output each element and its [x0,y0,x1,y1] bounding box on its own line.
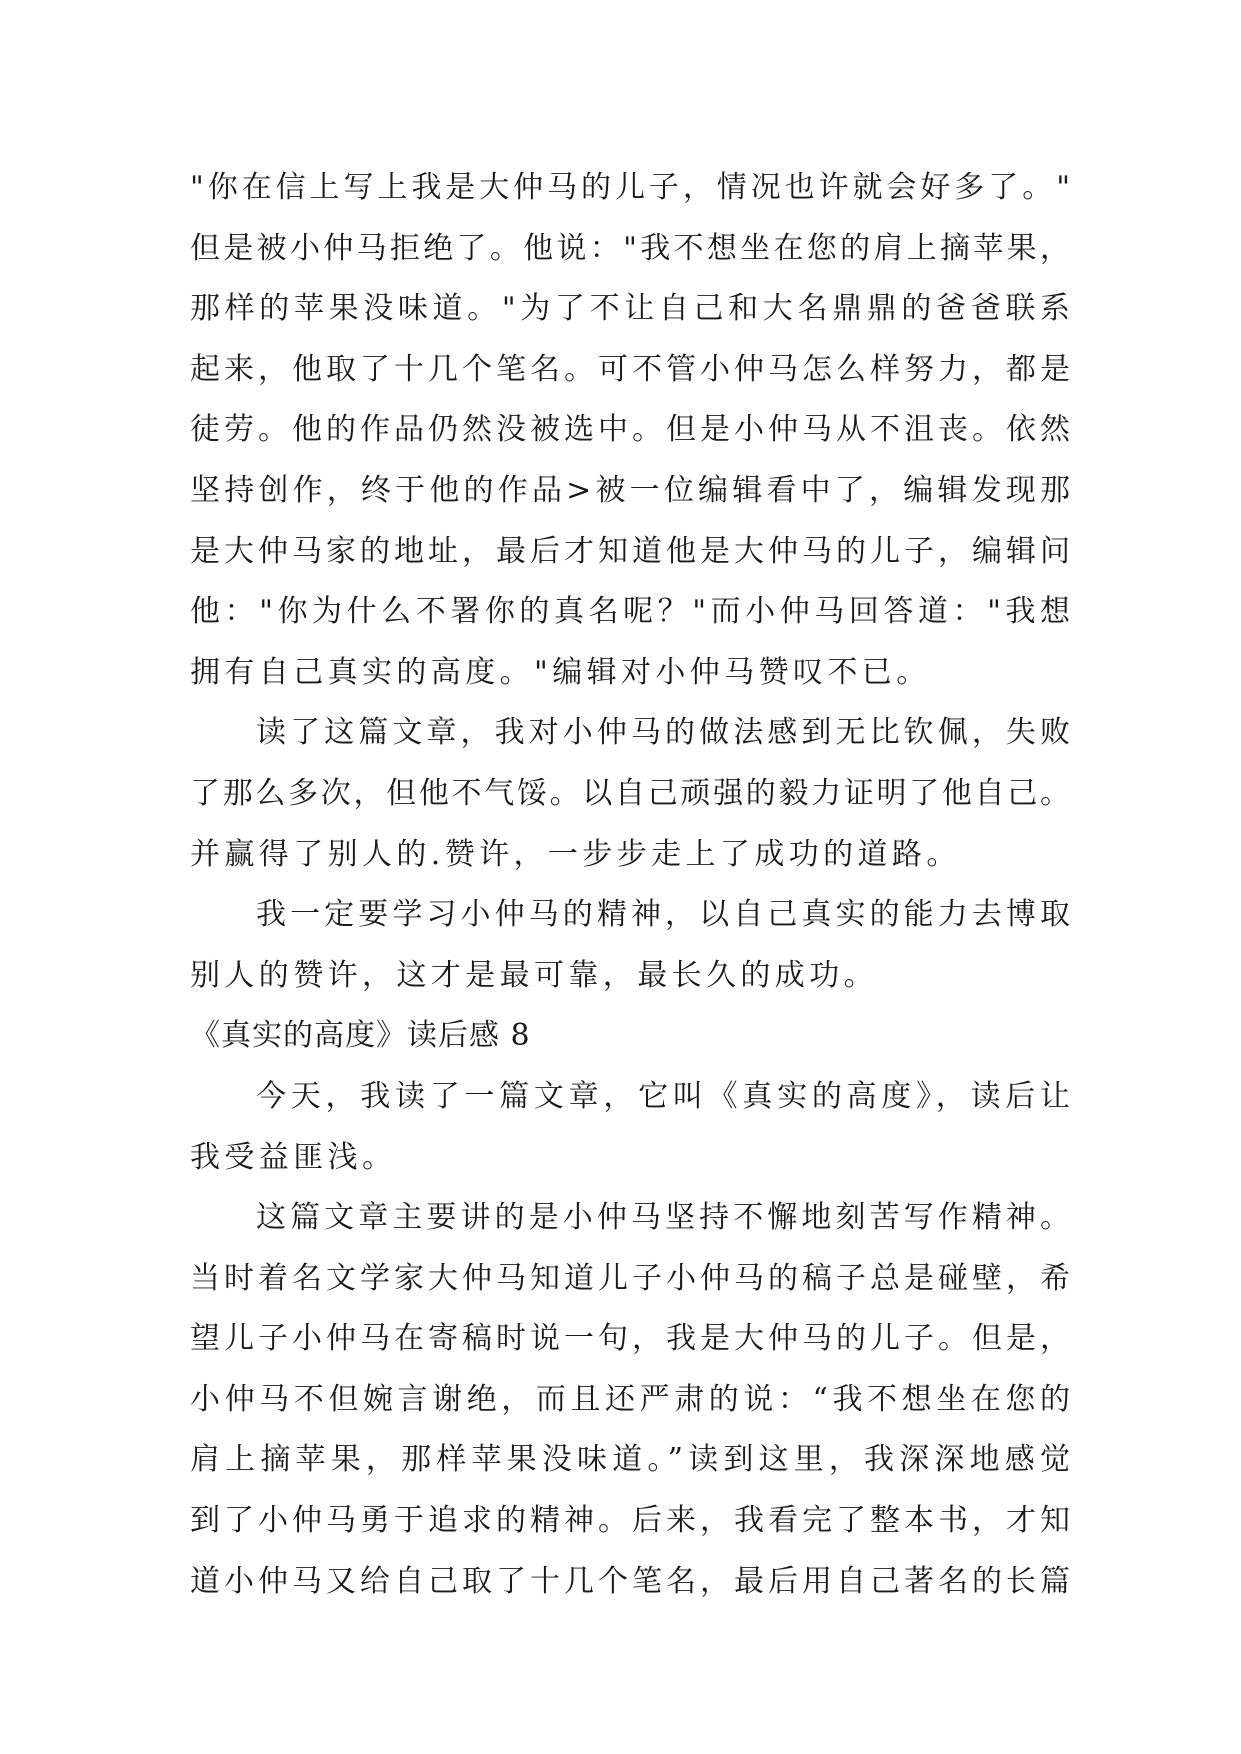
text-line: 并赢得了别人的.赞许，一步步走上了成功的道路。 [190,836,961,872]
text-line: 到了小仲马勇于追求的精神。后来，我看完了整本书，才知 [190,1503,1070,1539]
body-text [190,158,1070,1612]
section-heading: 《真实的高度》读后感 8 [190,1018,531,1054]
text-line: 望儿子小仲马在寄稿时说一句，我是大仲马的儿子。但是， [190,1321,1070,1357]
text-line: 当时着名文学家大仲马知道儿子小仲马的稿子总是碰壁，希 [190,1260,1070,1296]
text-line: 拥有自己真实的高度。"编辑对小仲马赞叹不已。 [190,654,931,690]
text-line: 小仲马不但婉言谢绝，而且还严肃的说：“我不想坐在您的 [190,1381,1070,1417]
text-line: 我受益匪浅。 [190,1139,397,1175]
paragraph-first-line: 今天，我读了一篇文章，它叫《真实的高度》，读后让 [256,1078,1070,1114]
text-line: 了那么多次，但他不气馁。以自己顽强的毅力证明了他自己。 [190,775,1070,811]
paragraph-first-line: 这篇文章主要讲的是小仲马坚持不懈地刻苦写作精神。 [256,1200,1070,1236]
text-line: 他："你为什么不署你的真名呢？"而小仲马回答道："我想 [190,594,1070,630]
paragraph-first-line: 我一定要学习小仲马的精神，以自己真实的能力去博取 [256,897,1070,933]
text-line: 徒劳。他的作品仍然没被选中。但是小仲马从不沮丧。依然 [190,412,1070,448]
text-line: 别人的赞许，这才是最可靠，最长久的成功。 [190,957,878,993]
text-line: 道小仲马又给自己取了十几个笔名，最后用自己著名的长篇 [190,1563,1070,1599]
text-line: 是大仲马家的地址，最后才知道他是大仲马的儿子，编辑问 [190,533,1070,569]
text-line: 坚持创作，终于他的作品>被一位编辑看中了，编辑发现那 [190,472,1070,508]
text-line: 那样的苹果没味道。"为了不让自己和大名鼎鼎的爸爸联系 [190,291,1070,327]
text-line: "你在信上写上我是大仲马的儿子，情况也许就会好多了。" [190,170,1070,205]
text-line: 但是被小仲马拒绝了。他说："我不想坐在您的肩上摘苹果， [190,230,1070,266]
paragraph-first-line: 读了这篇文章，我对小仲马的做法感到无比钦佩，失败 [256,715,1070,751]
text-line: 起来，他取了十几个笔名。可不管小仲马怎么样努力，都是 [190,351,1070,387]
text-line: 肩上摘苹果，那样苹果没味道。”读到这里，我深深地感觉 [190,1442,1070,1478]
